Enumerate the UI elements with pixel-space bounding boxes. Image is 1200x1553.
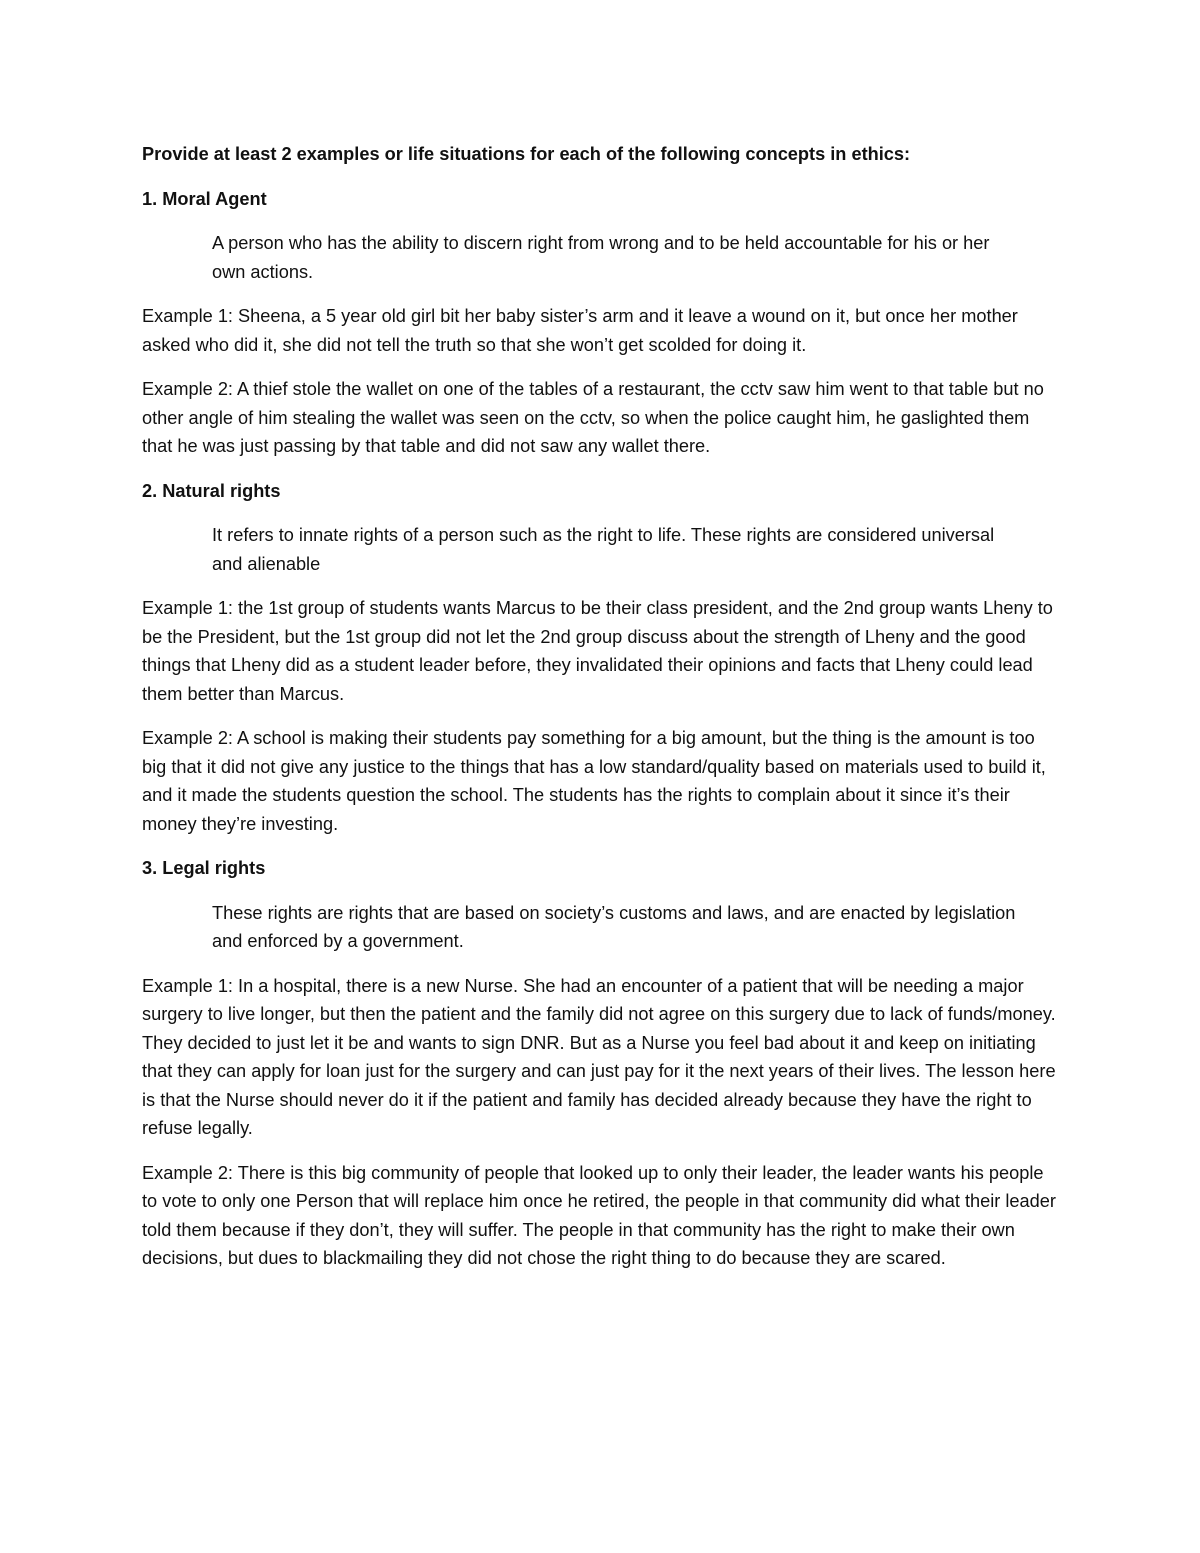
section-heading-moral-agent <box>142 185 1062 214</box>
example-paragraph: Example 1: the 1st group of students wants Marcus to be their class president, and the 2nd group wants Lheny to be the President, but the 1st group did not let the 2nd group discuss about the strength of Lheny and the good things that Lheny did as a student leader before, they invalidated their opinions and facts that Lheny could lead them better than Marcus. <box>142 598 1053 704</box>
section-heading-natural-rights <box>142 477 1062 506</box>
definition-moral-agent: A person who has the ability to discern right from wrong and to be held accountable for his or her own actions. <box>212 233 990 282</box>
section-number: 3. <box>142 858 158 878</box>
example-paragraph: Example 1: Sheena, a 5 year old girl bit her baby sister’s arm and it leave a wound on it, but once her mother asked who did it, she did not tell the truth so that she won’t get scolded for doing it. <box>142 306 1018 355</box>
section-title: Legal rights <box>162 858 266 878</box>
section-title: Natural rights <box>162 480 281 501</box>
document-title: Provide at least 2 examples or life situations for each of the following concepts in ethics: <box>142 144 911 164</box>
definition-legal-rights: These rights are rights that are based on society’s customs and laws, and are enacted by legislation and enforced by a government. <box>212 902 1016 951</box>
definition-natural-rights: It refers to innate rights of a person such as the right to life. These rights are considered universal and alienable <box>212 525 995 574</box>
example-paragraph: Example 1: In a hospital, there is a new Nurse. She had an encounter of a patient that will be needing a major surgery to live longer, but then the patient and the family did not agree on this surgery due to lack of funds/money. They decided to just let it be and wants to sign DNR. But as a Nurse you feel bad about it and keep on initiating that they can apply for loan just for the surgery and can just pay for it the next years of their lives. The lesson here is that the Nurse should never do it if the patient and family has decided already because they have the right to refuse legally. <box>142 975 1056 1138</box>
example-paragraph: Example 2: A thief stole the wallet on one of the tables of a restaurant, the cctv saw him went to that table but no other angle of him stealing the wallet was seen on the cctv, so when the police caught him, he gaslighted them that he was just passing by that table and did not saw any wallet there. <box>142 379 1044 456</box>
section-heading-legal-rights <box>142 854 1062 883</box>
example-paragraph: Example 2: A school is making their students pay something for a big amount, but the thing is the amount is too big that it did not give any justice to the things that has a low standard/quality based on materials used to build it, and it made the students question the school. The students has the rights to complain about it since it’s their money they’re investing. <box>142 728 1046 834</box>
section-number: 2. <box>142 480 158 501</box>
section-number: 1. <box>142 188 158 209</box>
document-body <box>142 140 1062 1289</box>
example-paragraph: Example 2: There is this big community of people that looked up to only their leader, the leader wants his people to vote to only one Person that will replace him once he retired, the people in that community did what their leader told them because if they don’t, they will suffer. The people in that community has the right to make their own decisions, but dues to blackmailing they did not chose the right thing to do because they are scared. <box>142 1162 1056 1268</box>
section-title: Moral Agent <box>162 188 267 209</box>
